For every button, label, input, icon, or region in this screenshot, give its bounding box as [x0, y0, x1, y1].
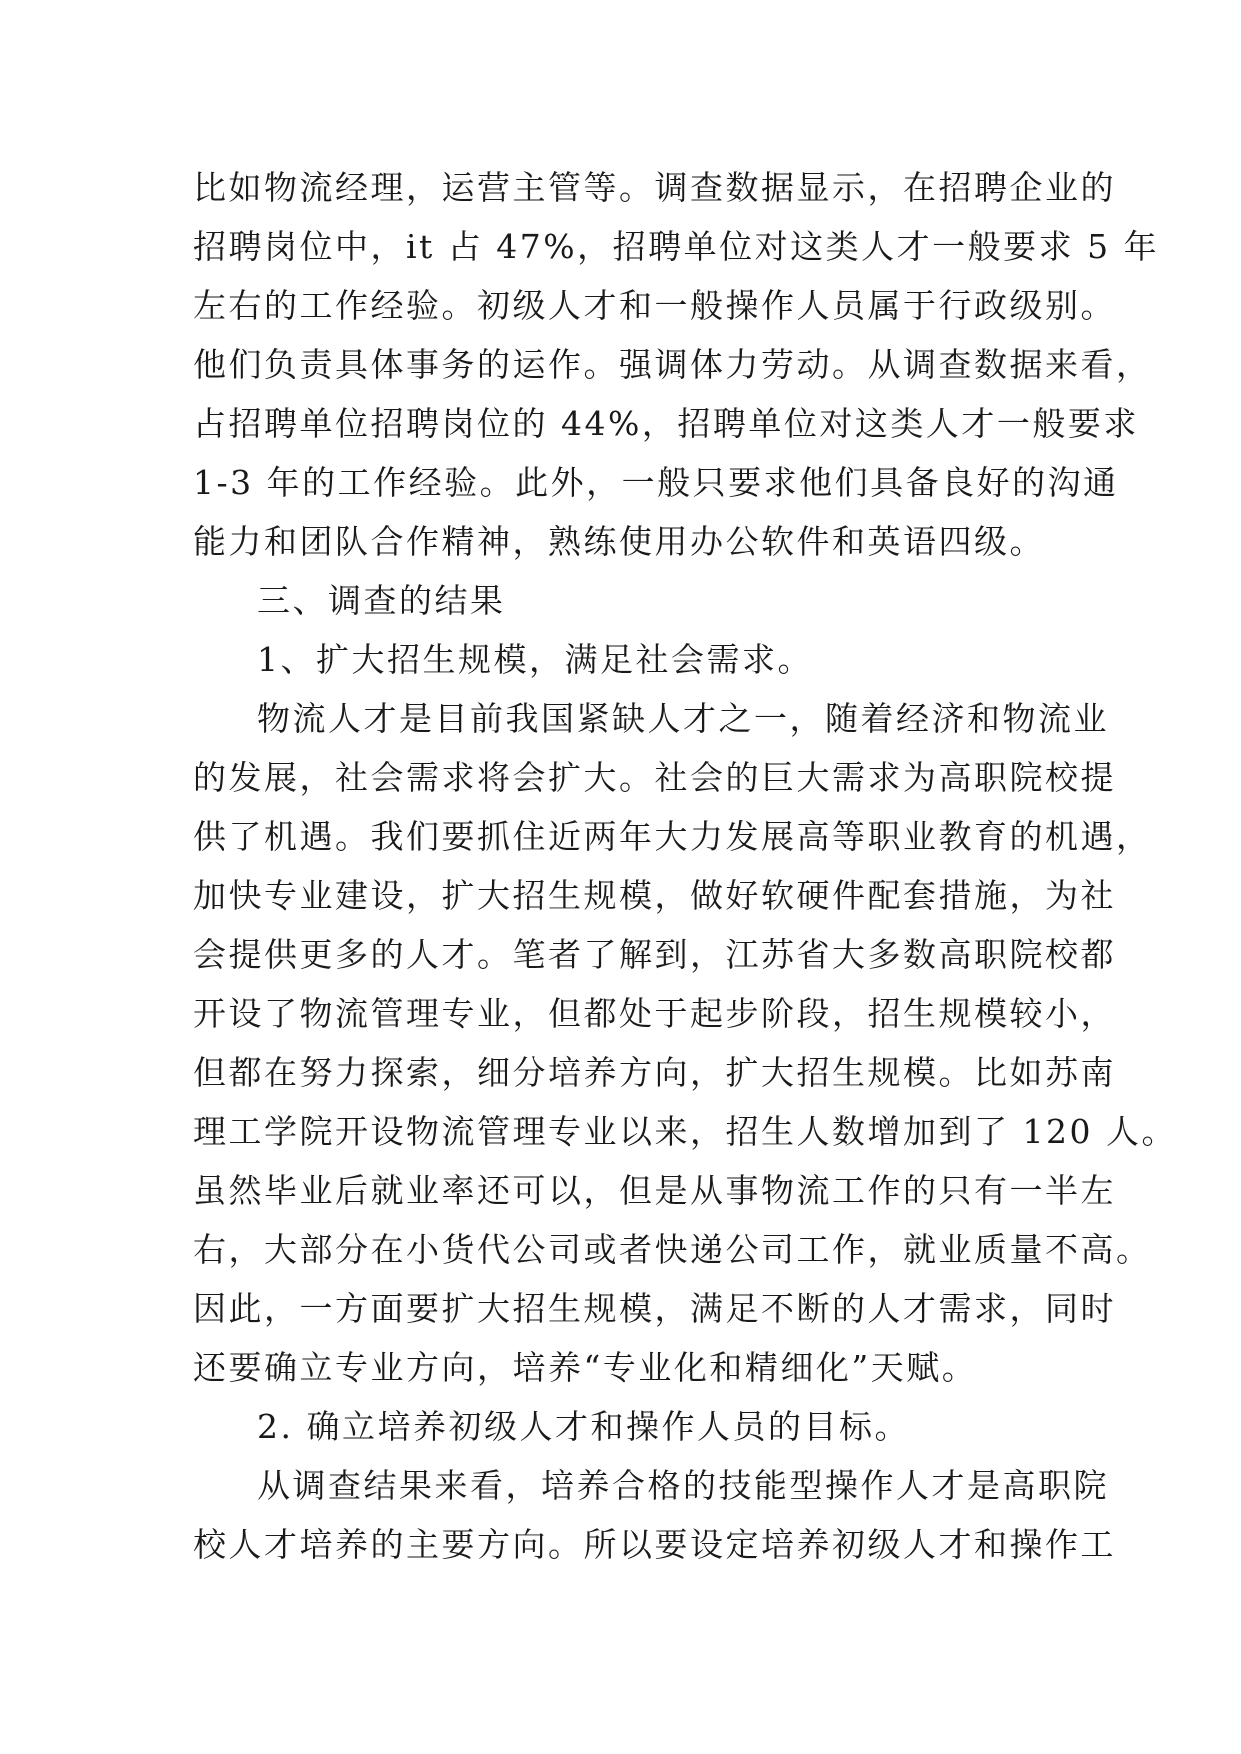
text-line: 占招聘单位招聘岗位的 44%，招聘单位对这类人才一般要求: [193, 404, 1139, 443]
text-line: 1-3 年的工作经验。此外，一般只要求他们具备良好的沟通: [193, 463, 1119, 502]
text-line: 右，大部分在小货代公司或者快递公司工作，就业质量不高。: [193, 1230, 1152, 1269]
paragraph-start: 从调查结果来看，培养合格的技能型操作人才是高职院: [257, 1466, 1109, 1505]
text-line: 理工学院开设物流管理专业以来，招生人数增加到了 120 人。: [193, 1112, 1177, 1151]
text-line: 左右的工作经验。初级人才和一般操作人员属于行政级别。: [193, 286, 1116, 325]
text-line: 校人才培养的主要方向。所以要设定培养初级人才和操作工: [193, 1525, 1116, 1564]
text-line: 招聘岗位中，it 占 47%，招聘单位对这类人才一般要求 5 年: [193, 227, 1160, 266]
text-line: 还要确立专业方向，培养“专业化和精细化”天赋。: [193, 1348, 978, 1387]
section-heading: 三、调查的结果: [257, 581, 506, 620]
subsection-heading: 2. 确立培养初级人才和操作人员的目标。: [257, 1407, 910, 1446]
text-line: 供了机遇。我们要抓住近两年大力发展高等职业教育的机遇，: [193, 817, 1152, 856]
text-line: 因此，一方面要扩大招生规模，满足不断的人才需求，同时: [193, 1289, 1116, 1328]
text-line: 虽然毕业后就业率还可以，但是从事物流工作的只有一半左: [193, 1171, 1116, 1210]
text-line: 但都在努力探索，细分培养方向，扩大招生规模。比如苏南: [193, 1053, 1116, 1092]
body-text: [193, 158, 1177, 1574]
paragraph-start: 物流人才是目前我国紧缺人才之一，随着经济和物流业: [257, 699, 1109, 738]
text-line: 他们负责具体事务的运作。强调体力劳动。从调查数据来看，: [193, 345, 1152, 384]
text-line: 加快专业建设，扩大招生规模，做好软硬件配套措施，为社: [193, 876, 1116, 915]
text-line: 的发展，社会需求将会扩大。社会的巨大需求为高职院校提: [193, 758, 1116, 797]
text-line: 能力和团队合作精神，熟练使用办公软件和英语四级。: [193, 522, 1045, 561]
subsection-heading: 1、扩大招生规模，满足社会需求。: [257, 640, 813, 679]
text-line: 比如物流经理，运营主管等。调查数据显示，在招聘企业的: [193, 168, 1116, 207]
text-line: 开设了物流管理专业，但都处于起步阶段，招生规模较小，: [193, 994, 1116, 1033]
text-line: 会提供更多的人才。笔者了解到，江苏省大多数高职院校都: [193, 935, 1116, 974]
